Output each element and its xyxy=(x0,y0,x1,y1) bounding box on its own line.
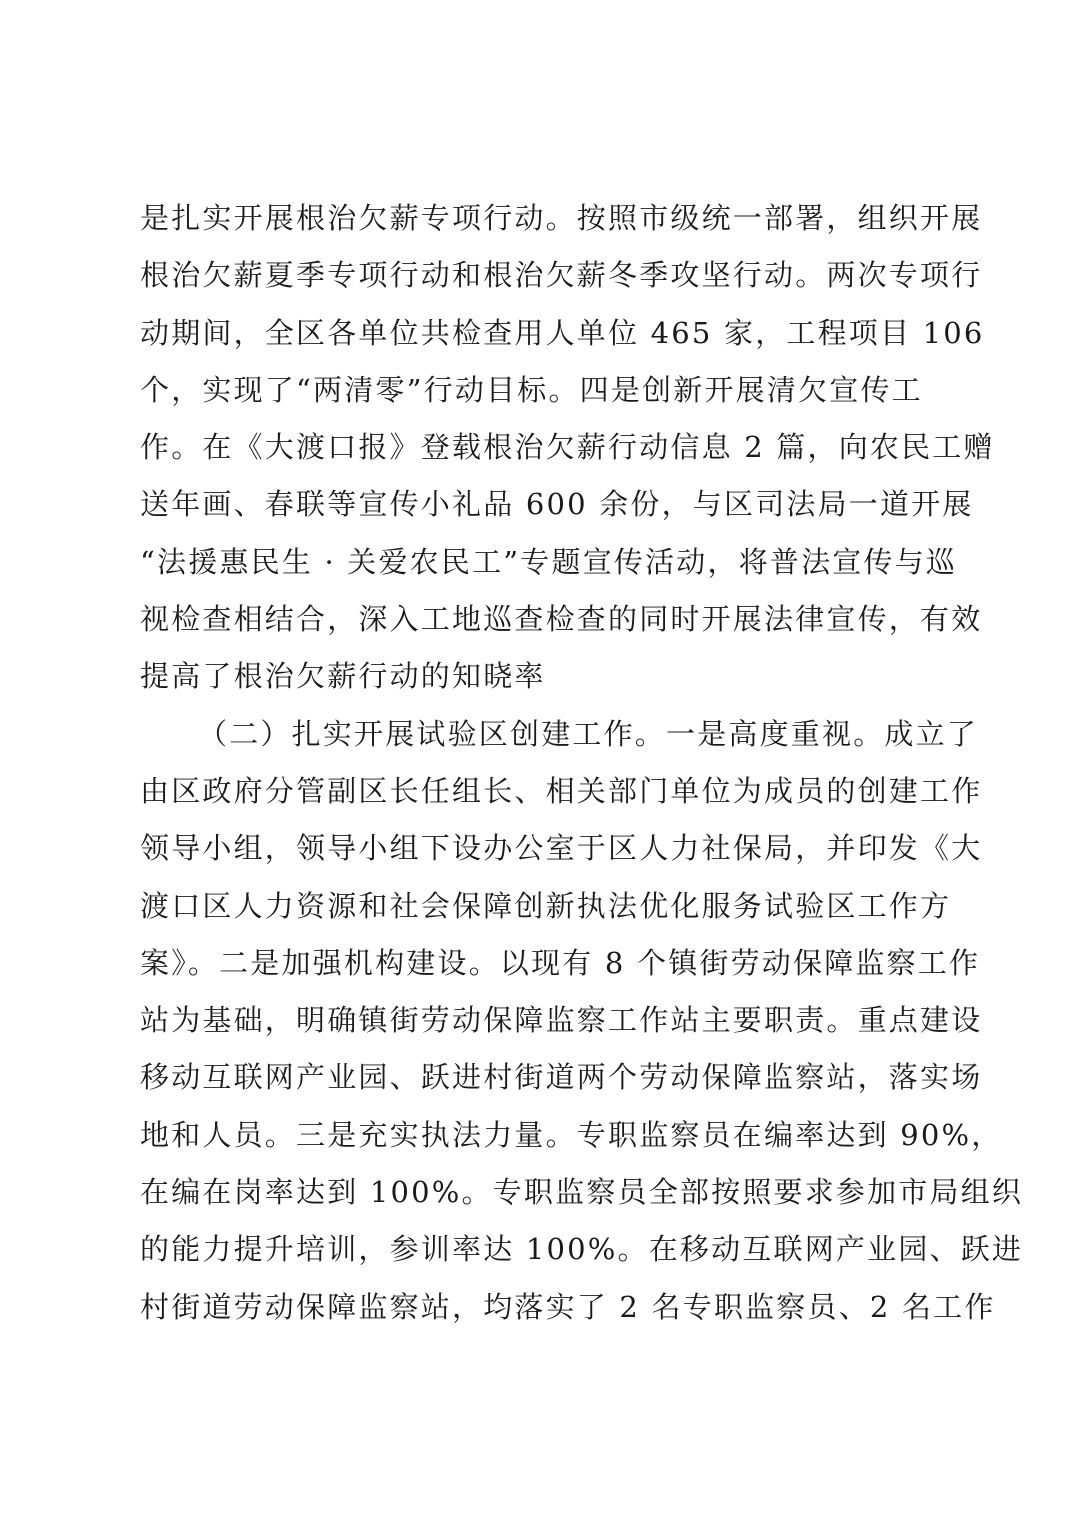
text-line: 由区政府分管副区长任组长、相关部门单位为成员的创建工作 xyxy=(140,773,983,808)
text-line: 移动互联网产业园、跃进村街道两个劳动保障监察站，落实场 xyxy=(140,1060,983,1095)
text-line: 是扎实开展根治欠薪专项行动。按照市级统一部署，组织开展 xyxy=(140,201,983,235)
text-line: 村街道劳动保障监察站，均落实了 2 名专职监察员、2 名工作 xyxy=(140,1289,996,1324)
text-line: 案》。二是加强机构建设。以现有 8 个镇街劳动保障监察工作 xyxy=(140,945,981,980)
text-line: “法援惠民生 · 关爱农民工”专题宣传活动，将普法宣传与巡 xyxy=(140,544,958,579)
text-line: 作。在《大渡口报》登载根治欠薪行动信息 2 篇，向农民工赠 xyxy=(140,430,995,465)
text-line: 个，实现了“两清零”行动目标。四是创新开展清欠宣传工 xyxy=(140,372,923,407)
text-line: 站为基础，明确镇街劳动保障监察工作站主要职责。重点建设 xyxy=(140,1003,983,1038)
text-line: 提高了根治欠薪行动的知晓率 xyxy=(140,659,546,694)
text-line: 地和人员。三是充实执法力量。专职监察员在编率达到 90%， xyxy=(140,1117,1003,1152)
text-line: 在编在岗率达到 100%。专职监察员全部按照要求参加市局组织 xyxy=(140,1175,1024,1210)
text-line: 动期间，全区各单位共检查用人单位 465 家，工程项目 106 xyxy=(140,315,985,350)
text-line: 送年画、春联等宣传小礼品 600 余份，与区司法局一道开展 xyxy=(140,487,974,522)
text-line: 渡口区人力资源和社会保障创新执法优化服务试验区工作方 xyxy=(140,888,952,923)
text-line: 视检查相结合，深入工地巡查检查的同时开展法律宣传，有效 xyxy=(140,602,983,637)
text-line: 领导小组，领导小组下设办公室于区人力社保局，并印发《大 xyxy=(140,831,983,866)
text-line: 的能力提升培训，参训率达 100%。在移动互联网产业园、跃进 xyxy=(140,1232,1024,1267)
section-heading-line: （二）扎实开展试验区创建工作。一是高度重视。成立了 xyxy=(198,716,979,751)
text-line: 根治欠薪夏季专项行动和根治欠薪冬季攻坚行动。两次专项行 xyxy=(140,258,983,293)
body-text xyxy=(140,190,1024,1336)
